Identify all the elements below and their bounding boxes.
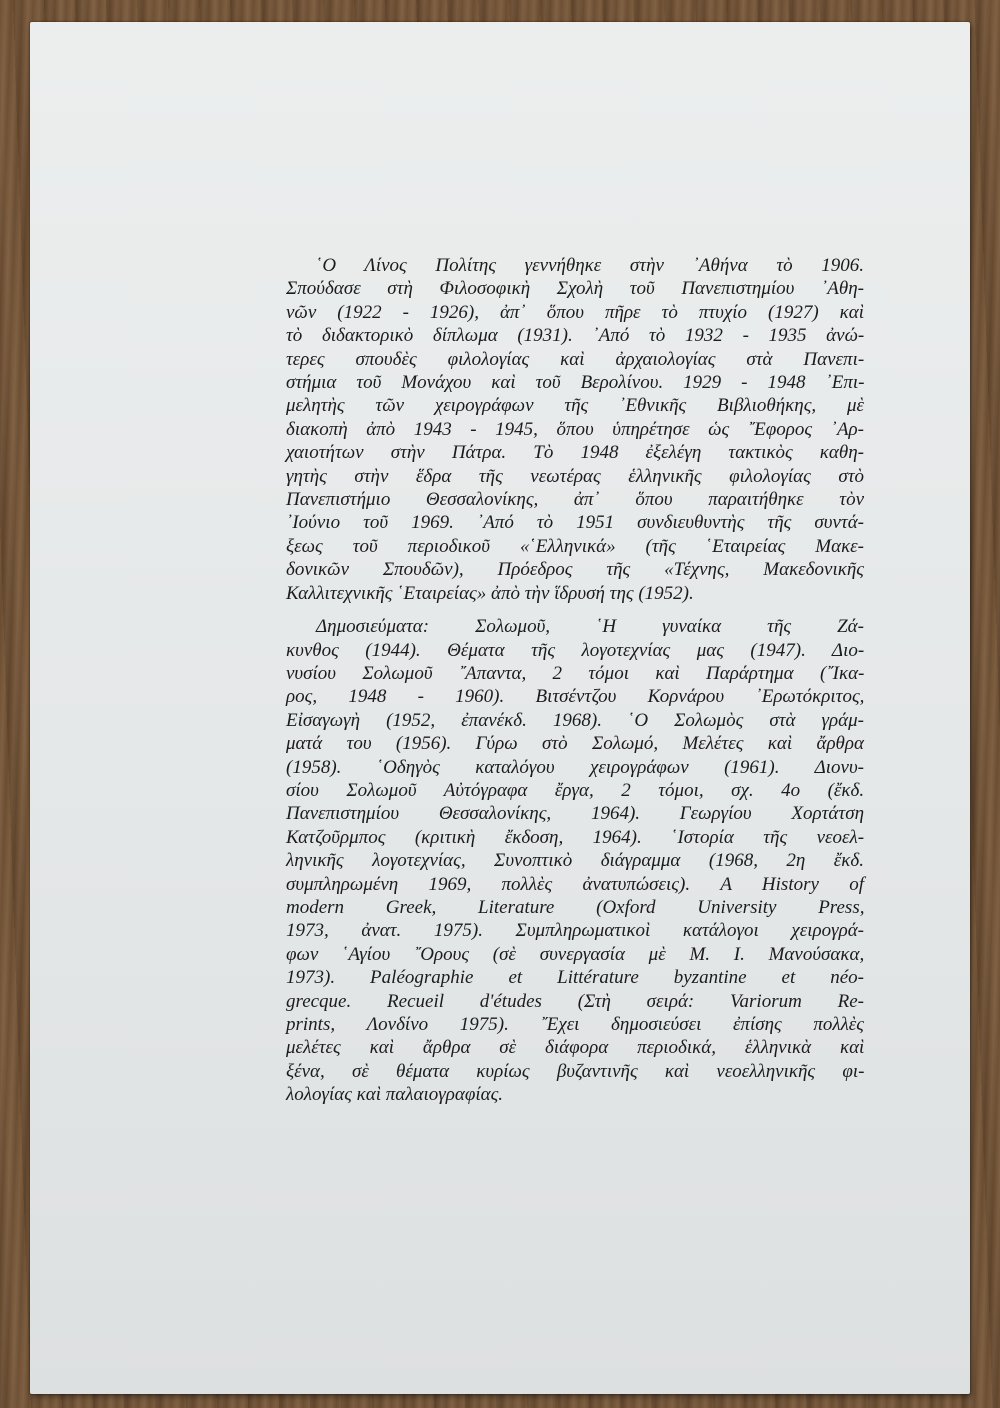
text-line: στήμια τοῦ Μονάχου καὶ τοῦ Βερολίνου. 1929 - 1948 ᾿Επι-: [286, 372, 865, 394]
biography-paragraph: [286, 254, 864, 605]
text-line: μελητὴς τῶν χειρογράφων τῆς ᾿Εθνικῆς Βιβλιοθήκης, μὲ: [286, 395, 864, 417]
text-line: Καλλιτεχνικῆς ῾Εταιρείας» ἀπὸ τὴν ἵδρυσή της (1952).: [286, 582, 694, 604]
text-line: δονικῶν Σπουδῶν), Πρόεδρος τῆς «Τέχνης, Μακεδονικῆς: [286, 559, 864, 581]
text-line: τερες σπουδὲς φιλολογίας καὶ ἀρχαιολογίας στὰ Πανεπι-: [286, 348, 865, 370]
text-line: ληνικῆς λογοτεχνίας, Συνοπτικὸ διάγραμμα (1968, 2η ἔκδ.: [286, 850, 864, 872]
text-line: νυσίου Σολωμοῦ ῎Απαντα, 2 τόμοι καὶ Παράρτημα (῎Ικα-: [286, 662, 865, 684]
text-line: μελέτες καὶ ἄρθρα σὲ διάφορα περιοδικά, ἑλληνικὰ καὶ: [286, 1037, 865, 1059]
text-line: σίου Σολωμοῦ Αὐτόγραφα ἔργα, 2 τόμοι, σχ. 4ο (ἔκδ.: [286, 779, 865, 801]
text-line: συμπληρωμένη 1969, πολλὲς ἀνατυπώσεις). A History of: [286, 873, 864, 895]
text-line: ῾Ο Λίνος Πολίτης γεννήθηκε στὴν ᾿Αθήνα τὸ 1906.: [316, 255, 864, 276]
text-line: Πανεπιστημίου Θεσσαλονίκης, 1964). Γεωργίου Χορτάτση: [286, 803, 864, 825]
text-line: ματά του (1956). Γύρω στὸ Σολωμό, Μελέτες καὶ ἄρθρα: [286, 733, 864, 755]
publications-paragraph: [286, 615, 864, 1107]
text-line: τὸ διδακτορικὸ δίπλωμα (1931). ᾿Από τὸ 1932 - 1935 ἀνώ-: [286, 325, 865, 347]
text-line: κυνθος (1944). Θέματα τῆς λογοτεχνίας μας (1947). Διο-: [286, 639, 865, 661]
author-biography-text: [286, 254, 864, 1107]
text-line: Δημοσιεύματα: Σολωμοῦ, ῾Η γυναίκα τῆς Ζά-: [316, 616, 864, 638]
text-line: 1973, ἀνατ. 1975). Συμπληρωματικοὶ κατάλογοι χειρογρά-: [286, 920, 864, 942]
text-line: νῶν (1922 - 1926), ἀπ᾿ ὅπου πῆρε τὸ πτυχίο (1927) καὶ: [286, 301, 864, 323]
text-line: ᾿Ιούνιο τοῦ 1969. ᾿Από τὸ 1951 συνδιευθυντὴς τῆς συντά-: [286, 512, 864, 534]
text-line: modern Greek, Literature (Oxford University Press,: [286, 896, 865, 918]
book-back-cover: [30, 22, 970, 1394]
text-line: Πανεπιστήμιο Θεσσαλονίκης, ἀπ᾿ ὅπου παραιτήθηκε τὸν: [286, 489, 864, 511]
text-line: λολογίας καὶ παλαιογραφίας.: [286, 1084, 504, 1106]
text-line: χαιοτήτων στὴν Πάτρα. Τὸ 1948 ἐξελέγη τακτικὸς καθη-: [286, 442, 864, 464]
text-line: Κατζοῦρμπος (κριτικὴ ἔκδοση, 1964). ῾Ιστορία τῆς νεοελ-: [286, 826, 865, 848]
text-line: γητὴς στὴν ἕδρα τῆς νεωτέρας ἑλληνικῆς φιλολογίας στὸ: [286, 465, 864, 487]
text-line: Εἰσαγωγὴ (1952, ἐπανέκδ. 1968). ῾Ο Σολωμὸς στὰ γράμ-: [286, 709, 864, 731]
text-line: 1973). Paléographie et Littérature byzantine et néo-: [286, 967, 864, 989]
text-line: ξένα, σὲ θέματα κυρίως βυζαντινῆς καὶ νεοελληνικῆς φι-: [286, 1060, 865, 1082]
text-line: ρος, 1948 - 1960). Βιτσέντζου Κορνάρου ᾿Ερωτόκριτος,: [286, 686, 865, 708]
text-line: διακοπὴ ἀπὸ 1943 - 1945, ὅπου ὑπηρέτησε ὡς ῎Εφορος ᾿Αρ-: [286, 418, 864, 440]
text-line: Σπούδασε στὴ Φιλοσοφικὴ Σχολὴ τοῦ Πανεπιστημίου ᾿Αθη-: [286, 278, 864, 300]
text-line: prints, Λονδίνο 1975). ῎Εχει δημοσιεύσει ἐπίσης πολλὲς: [286, 1014, 864, 1035]
text-line: ξεως τοῦ περιοδικοῦ «῾Ελληνικά» (τῆς ῾Εταιρείας Μακε-: [286, 535, 864, 557]
text-line: grecque. Recueil d'études (Στὴ σειρά: Variorum Re-: [286, 990, 864, 1012]
text-line: (1958). ῾Οδηγὸς καταλόγου χειρογράφων (1961). Διονυ-: [286, 756, 864, 778]
text-line: φων ῾Αγίου ῎Ορους (σὲ συνεργασία μὲ Μ. Ι. Μανούσακα,: [286, 943, 865, 965]
